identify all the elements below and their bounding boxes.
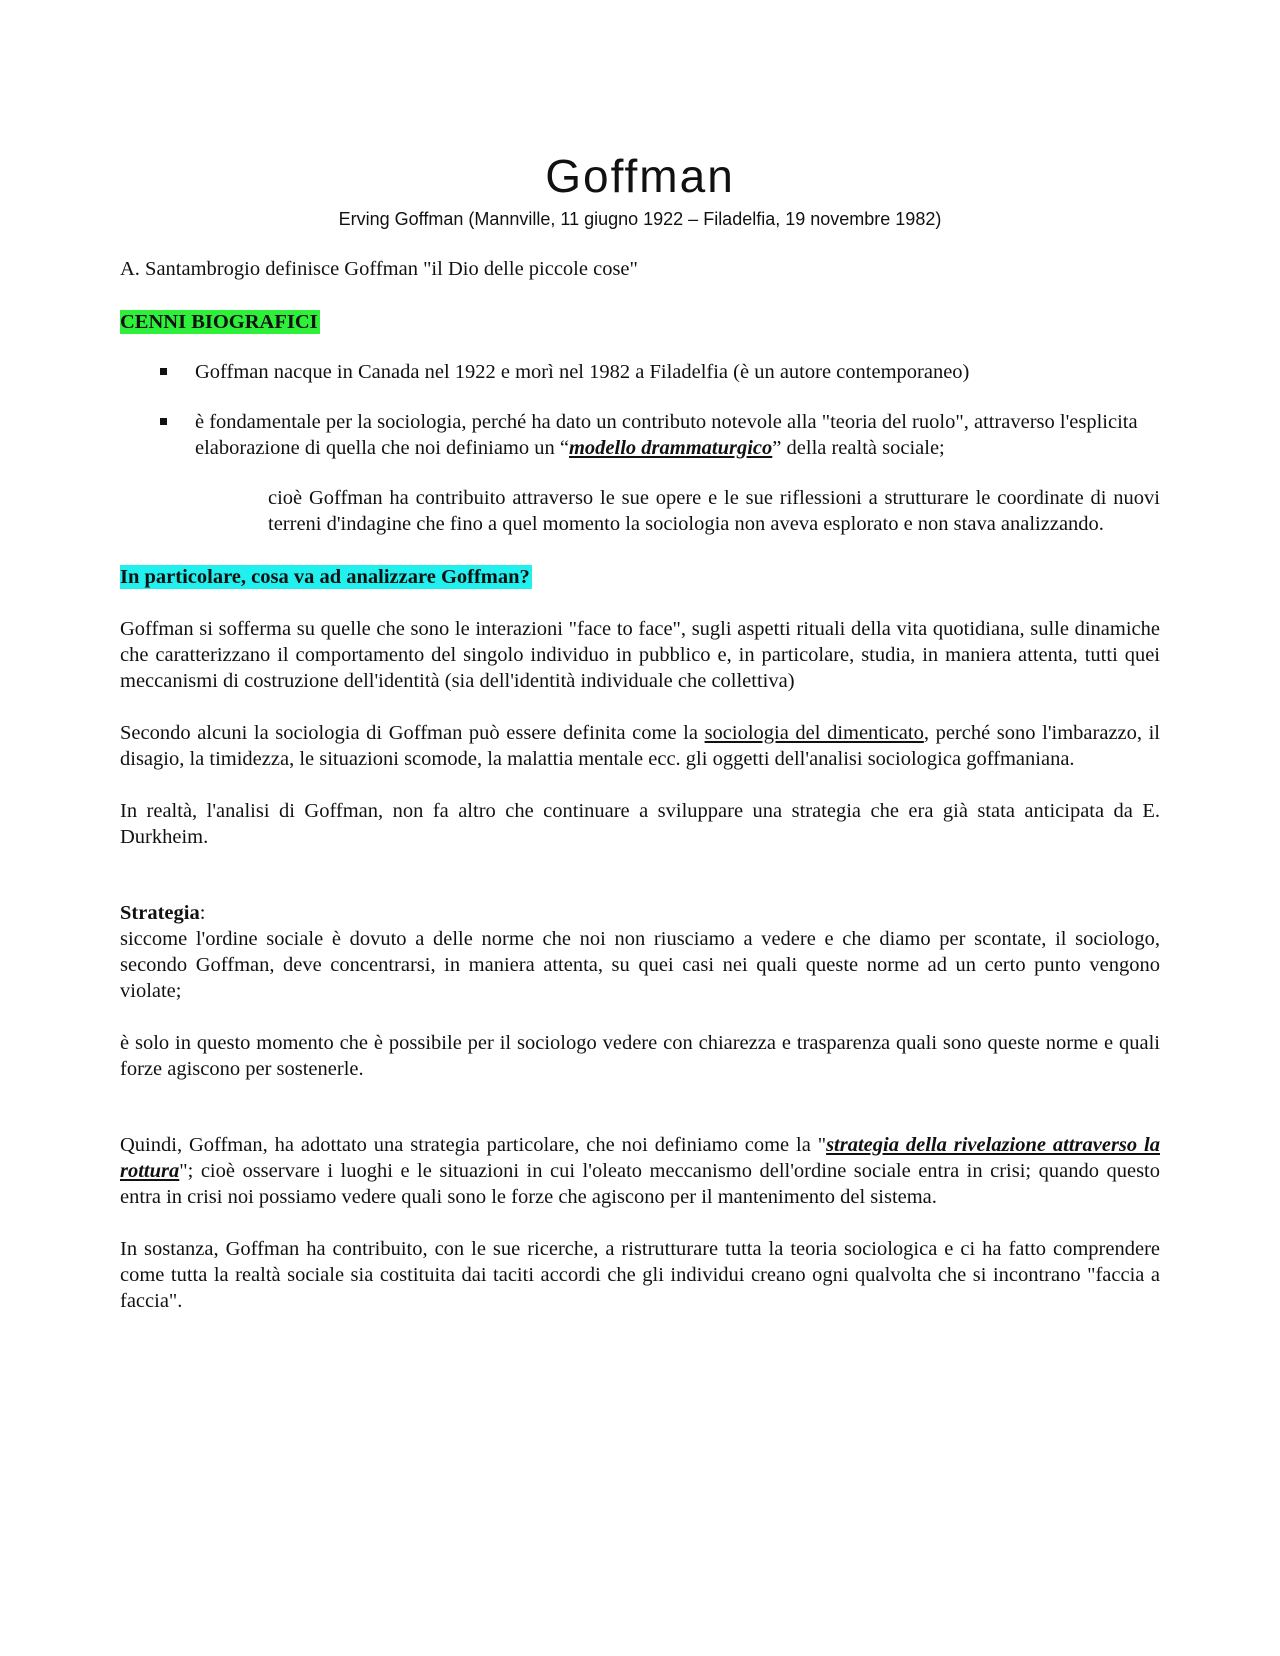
rupture-strategy-term: strategia della rivelazione attraverso la rottura <box>120 1133 1160 1182</box>
strategy-label-line <box>120 900 1160 926</box>
bio-bullet-2 <box>120 409 1160 461</box>
analysis-p2-pre: Secondo alcuni la sociologia di Goffman può essere definita come la <box>120 721 705 744</box>
strategy-colon: : <box>199 901 206 924</box>
dramaturgical-model-term: modello drammaturgico <box>568 436 773 459</box>
highlight-bio: CENNI BIOGRAFICI <box>120 310 318 333</box>
strategy-block <box>120 900 1160 1004</box>
analysis-paragraph-3: In realtà, l'analisi di Goffman, non fa altro che continuare a sviluppare una strategia che era già stata anticipata da E. Durkheim. <box>120 799 1160 848</box>
analysis-p2-post: , perché sono l'imbarazzo, il disagio, la timidezza, le situazioni scomode, la malattia mentale ecc. gli oggetti dell'analisi sociologica goffmaniana. <box>120 721 1161 770</box>
section-heading-bio <box>120 309 1160 335</box>
page-title: Goffman <box>545 150 735 202</box>
bio-bullet-1-text: Goffman nacque in Canada nel 1922 e morì nel 1982 a Filadelfia (è un autore contemporaneo) <box>195 360 970 383</box>
highlight-analysis: In particolare, cosa va ad analizzare Goffman? <box>120 565 530 588</box>
bio-bullet-1 <box>120 359 1160 385</box>
strategy-p3-post: "; cioè osservare i luoghi e le situazioni in cui l'oleato meccanismo dell'ordine sociale entra in crisi; quando questo entra in crisi noi possiamo vedere quali sono le forze che agiscono per il mantenimento del sistema. <box>120 1159 1160 1208</box>
section-heading-analysis <box>120 564 1160 590</box>
intro-quote: A. Santambrogio definisce Goffman "il Dio delle piccole cose" <box>120 257 638 280</box>
square-bullet-icon <box>160 368 167 375</box>
strategy-paragraph-1: siccome l'ordine sociale è dovuto a delle norme che noi non riusciamo a vedere e che diamo per scontate, il sociologo, secondo Goffman, deve concentrarsi, in maniera attenta, su quei casi nei quali queste norme ad un certo punto vengono violate; <box>120 927 1160 1002</box>
strategy-label: Strategia <box>120 901 200 924</box>
analysis-paragraph-1: Goffman si sofferma su quelle che sono le interazioni "face to face", sugli aspetti rituali della vita quotidiana, sulle dinamiche che caratterizzano il comportamento del singolo individuo in pubblico e, in particolare, studia, in maniera attenta, tutti quei meccanismi di costruzione dell'identità (sia dell'identità individuale che collettiva) <box>120 617 1160 692</box>
bio-bullet-list <box>120 359 1160 461</box>
strategy-p3-pre: Quindi, Goffman, ha adottato una strategia particolare, che noi definiamo come la " <box>120 1133 827 1156</box>
square-bullet-icon <box>160 418 167 425</box>
bio-bullet-2-text-pre: è fondamentale per la sociologia, perché ha dato un contributo notevole alla "teoria del ruolo", attraverso l'esplicita elaborazione di quella che noi definiamo un “ <box>195 410 1138 459</box>
bio-indented-paragraph: cioè Goffman ha contribuito attraverso le sue opere e le sue riflessioni a strutturare le coordinate di nuovi terreni d'indagine che fino a quel momento la sociologia non aveva esplorato e non stava analizzando. <box>268 486 1160 535</box>
strategy-paragraph-3 <box>120 1132 1160 1210</box>
strategy-paragraph-4: In sostanza, Goffman ha contribuito, con le sue ricerche, a ristrutturare tutta la teoria sociologica e ci ha fatto comprendere come tutta la realtà sociale sia costituita dai taciti accordi che gli individui creano ogni qualvolta che si incontrano "faccia a faccia". <box>120 1237 1160 1312</box>
document-page <box>120 150 1160 1314</box>
analysis-paragraph-2 <box>120 720 1160 772</box>
page-subtitle: Erving Goffman (Mannville, 11 giugno 1922 – Filadelfia, 19 novembre 1982) <box>338 208 942 229</box>
bio-bullet-2-text-post: ” della realtà sociale; <box>772 436 945 459</box>
strategy-paragraph-2: è solo in questo momento che è possibile per il sociologo vedere con chiarezza e trasparenza quali sono queste norme e quali forze agiscono per sostenerle. <box>120 1031 1160 1080</box>
sociology-of-forgotten-term: sociologia del dimenticato <box>704 721 924 744</box>
